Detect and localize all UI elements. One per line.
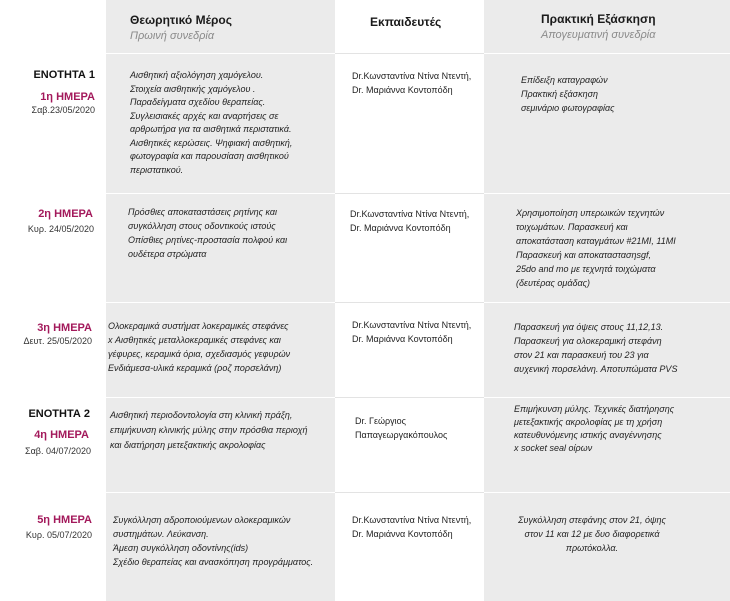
trainers-content: Dr. Γεώργιος Παπαγεωργακόπουλος — [355, 416, 448, 440]
practice-content: Επίδειξη καταγραφών Πρακτική εξάσκηση σεμινάριο φωτογραφίας — [521, 75, 615, 113]
date-label: Κυρ. 05/07/2020 — [25, 530, 92, 540]
trainers-content: Dr.Κωνσταντίνα Ντίνα Ντεντή, Dr. Μαριάννα Κοντοπόδη — [352, 71, 472, 95]
row-divider — [484, 397, 730, 398]
row-divider — [335, 53, 484, 54]
practice-content: Συγκόλληση στεφάνης στον 21, όψης στον 11 και 12 με δυο διαφορετικά πρωτόκολλα. — [518, 515, 666, 553]
trainers-content: Dr.Κωνσταντίνα Ντίνα Ντεντή, Dr. Μαριάννα Κοντοπόδη — [352, 320, 472, 344]
date-label: Σαβ.23/05/2020 — [31, 105, 95, 115]
trainers-content: Dr.Κωνσταντίνα Ντίνα Ντεντή, Dr. Μαριάννα Κοντοπόδη — [352, 515, 472, 539]
trainers-content: Dr.Κωνσταντίνα Ντίνα Ντεντή, Dr. Μαριάννα Κοντοπόδη — [350, 209, 470, 233]
row-divider — [484, 492, 730, 493]
theory-content: Συγκόλληση αδροποιούμενων ολοκεραμικών συστημάτων. Λεύκανση. Άμεση συγκόλληση οδοντίνης(ids) Σχέδιο θεραπείας και ανασκόπηση προγράμματος. — [113, 515, 314, 567]
schedule-row — [0, 397, 730, 492]
row-divider — [484, 53, 730, 54]
header-practice-subtitle: Απογευματινή συνεδρία — [541, 29, 656, 41]
header-theory-subtitle: Πρωινή συνεδρία — [130, 30, 215, 42]
row-divider — [335, 397, 484, 398]
date-label: Σαβ. 04/07/2020 — [25, 446, 91, 456]
row-divider — [335, 302, 484, 303]
date-label: Δευτ. 25/05/2020 — [23, 336, 92, 346]
theory-content: Ολοκεραμικά συστήματ λοκεραμικές στεφάνες x Αισθητικές μεταλλοκεραμικές στεφάνες και γέφυρες, κεραμικά όρια, σχεδιασμός γεφυρών Ενδιάμεσα-υλικά κεραμικά (ροζ πορσελάνη) — [108, 321, 291, 373]
schedule-row — [0, 193, 730, 302]
theory-content: Αισθητική περιοδοντολογία στη κλινική πράξη, επιμήκυνση κλινικής μύλης στην πρόσθια περιοχή και διατήρηση μετεξακτικής ακρολοφίας — [110, 410, 308, 450]
day-label: 4η ΗΜΕΡΑ — [34, 429, 89, 441]
day-label: 1η ΗΜΕΡΑ — [40, 91, 95, 103]
row-divider — [106, 302, 335, 303]
row-divider — [106, 53, 335, 54]
schedule-row — [0, 53, 730, 193]
schedule-row — [0, 302, 730, 397]
header-trainers-title: Εκπαιδευτές — [370, 15, 442, 29]
header-practice-title: Πρακτική Εξάσκηση — [541, 12, 656, 26]
day-label: 3η ΗΜΕΡΑ — [37, 322, 92, 334]
date-label: Κυρ. 24/05/2020 — [27, 224, 94, 234]
row-divider — [106, 193, 335, 194]
row-divider — [106, 397, 335, 398]
practice-content: Παρασκευή για όψεις στους 11,12,13. Παρασκευή για ολοκεραμική στεφάνη στον 21 και παρασκευή του 23 για αυχενική πορσελάνη. Αποτυπώματα PVS — [514, 322, 678, 374]
row-divider — [484, 302, 730, 303]
practice-content: Επιμήκυνση μύλης. Τεχνικές διατήρησης μετεξακτικής ακρολοφίας με τη χρήση κατευθυνόμενης ιστικής αναγέννησης x socket seal οίρων — [514, 404, 675, 453]
unit-label: ΕΝΟΤΗΤΑ 2 — [28, 408, 90, 420]
theory-content: Πρόσθιες αποκαταστάσεις ρητίνης και συγκόλληση στους οδοντικούς ιστούς Οπίσθιες ρητίνες-προστασία πολφού και ουδέτερα στρώματα — [128, 207, 288, 259]
header-theory-title: Θεωρητικό Μέρος — [130, 13, 232, 27]
day-label: 2η ΗΜΕΡΑ — [38, 208, 93, 220]
row-divider — [335, 492, 484, 493]
row-divider — [484, 193, 730, 194]
row-divider — [106, 492, 335, 493]
unit-label: ΕΝΟΤΗΤΑ 1 — [33, 69, 95, 81]
row-divider — [335, 193, 484, 194]
theory-content: Αισθητική αξιολόγηση χαμόγελου. Στοιχεία αισθητικής χαμόγελου . Παραδείγματα σχεδίου θεραπείας. Συγλεισιακές αρχές και αναρτήσεις σε αρθρωτήρα για τα αισθητικά περιστατικά. Αισθητικές κερώσεις. Ψηφιακή αισθητική, φωτογραφία και παρουσίαση αισθητικού περιστατικού. — [130, 70, 293, 175]
practice-content: Χρησιμοποίηση υπερωικών τεχνητών τοιχωμάτων. Παρασκευή και αποκατάσταση καταγμάτων #21MI, 11MI Παρασκευή και αποκαταστασηsgf, 25do and mo με τεχνητά τοιχώματα (δευτέρας ομάδας) — [516, 208, 676, 288]
day-label: 5η ΗΜΕΡΑ — [37, 514, 92, 526]
schedule-row — [0, 492, 730, 601]
